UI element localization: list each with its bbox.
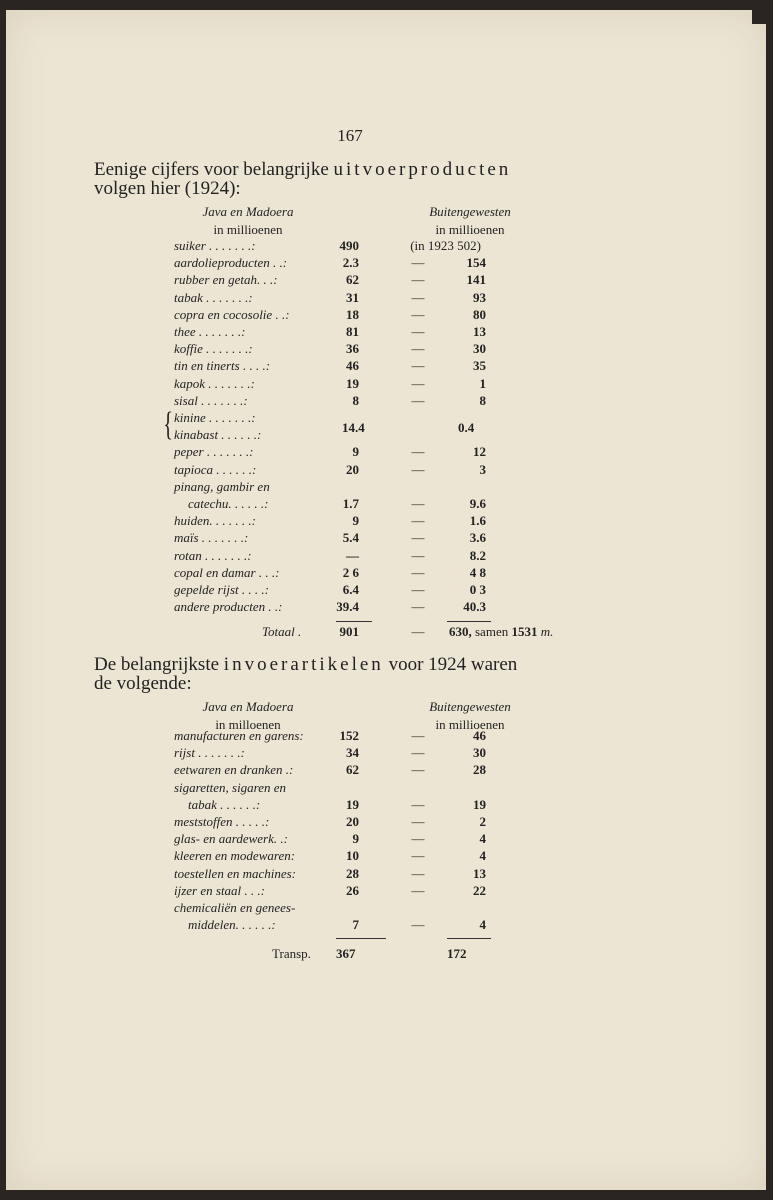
import-dash: —	[411, 865, 425, 881]
import-java-value: 28	[346, 865, 359, 881]
export-label: andere producten . .:	[174, 599, 283, 615]
import-label: tabak . . . . . .:	[188, 796, 261, 812]
export-row	[0, 479, 773, 496]
export-dash: —	[411, 582, 425, 597]
import-row	[0, 831, 773, 848]
export-left-sub: in millioenen	[213, 222, 283, 237]
export-label: copra en cocosolie . .:	[174, 306, 290, 322]
export-buiten-value: 9.6	[469, 496, 486, 511]
total-samen-value: 1531	[511, 624, 538, 639]
export-left-head: Java en Madoera	[202, 204, 294, 219]
export-label: koffie . . . . . . .:	[174, 341, 253, 357]
export-dash: —	[411, 461, 425, 477]
export-dash: —	[411, 530, 425, 546]
export-buiten-value: 1	[479, 375, 486, 391]
import-transp-row	[0, 946, 773, 963]
total-java: 901	[339, 624, 359, 639]
transp-label: Transp.	[272, 946, 311, 961]
export-row	[0, 376, 773, 393]
export-java-value: 39.4	[336, 599, 359, 615]
export-java-value: —	[346, 547, 359, 563]
export-dash: —	[411, 513, 425, 529]
export-java-value: 2 6	[342, 564, 359, 580]
import-java-value: 9	[352, 831, 359, 847]
import-buiten-value: 4	[479, 848, 486, 864]
brace-symbol: {	[163, 406, 174, 443]
export-row	[0, 255, 773, 272]
export-intro-line2: volgen hier (1924):	[94, 178, 241, 199]
import-buiten-value: 4	[479, 917, 486, 933]
export-buiten-value: 154	[466, 255, 486, 271]
export-label: gepelde rijst . . . .:	[174, 582, 269, 597]
export-dash: —	[411, 375, 425, 391]
export-total-row	[0, 624, 773, 641]
export-buiten-value: 8	[479, 392, 486, 408]
export-java-value: 46	[346, 358, 359, 374]
import-java-value: 20	[346, 814, 359, 829]
import-intro-text-c: voor 1924 waren	[388, 654, 518, 675]
export-sum-rule-left	[336, 621, 372, 622]
export-intro-spaced: uitvoerproducten	[333, 159, 512, 180]
export-row	[0, 272, 773, 289]
import-left-sub: in milloenen	[215, 717, 281, 732]
export-buiten-value: 40.3	[463, 599, 486, 615]
import-dash: —	[411, 848, 425, 864]
export-row	[0, 393, 773, 410]
total-buiten-group	[449, 624, 553, 640]
export-row	[0, 238, 773, 255]
import-label: eetwaren en dranken .:	[174, 762, 294, 778]
page-corner	[752, 0, 773, 24]
export-buiten-value: 0 3	[469, 582, 486, 597]
export-label: maïs . . . . . . .:	[174, 530, 249, 546]
transp-buiten: 172	[447, 946, 467, 961]
export-row	[0, 410, 773, 427]
total-samen: samen	[475, 624, 509, 639]
export-row	[0, 341, 773, 358]
export-java-value: 490	[339, 238, 359, 253]
export-dash: —	[411, 289, 425, 305]
export-intro-text: Eenige cijfers voor belangrijke	[94, 159, 329, 180]
export-row	[0, 324, 773, 341]
import-dash: —	[411, 762, 425, 778]
import-buiten-value: 19	[473, 796, 486, 812]
import-row	[0, 745, 773, 762]
export-java-value: 9	[352, 513, 359, 529]
export-dash: —	[411, 341, 425, 357]
export-buiten-value: 8.2	[469, 547, 486, 563]
export-dash: —	[411, 444, 425, 460]
export-buiten-value: 35	[473, 358, 486, 374]
import-right-head: Buitengewesten	[429, 699, 511, 714]
export-row	[0, 462, 773, 479]
export-label: suiker . . . . . . .:	[174, 238, 256, 253]
export-right-head: Buitengewesten	[429, 204, 511, 219]
import-java-value: 19	[346, 796, 359, 812]
import-label: meststoffen . . . . .:	[174, 814, 270, 829]
export-java-value: 20	[346, 461, 359, 477]
import-row	[0, 848, 773, 865]
export-label: huiden. . . . . . .:	[174, 513, 256, 529]
export-java-value: 6.4	[342, 582, 359, 597]
import-row	[0, 814, 773, 831]
export-label: sisal . . . . . . .:	[174, 392, 248, 408]
export-row	[0, 427, 773, 444]
export-row	[0, 530, 773, 547]
import-java-value: 26	[346, 882, 359, 898]
total-dash: —	[411, 624, 425, 639]
export-label: thee . . . . . . .:	[174, 324, 246, 339]
import-row	[0, 797, 773, 814]
export-buiten-value: 80	[473, 306, 486, 322]
import-dash: —	[411, 728, 425, 743]
export-label: pinang, gambir en	[174, 478, 270, 494]
export-buiten-value: 4 8	[469, 564, 486, 580]
import-dash: —	[411, 882, 425, 898]
export-row	[0, 565, 773, 582]
import-row	[0, 917, 773, 934]
export-row	[0, 444, 773, 461]
total-unit: m.	[540, 624, 554, 639]
export-label: copal en damar . . .:	[174, 564, 280, 580]
export-dash: —	[411, 272, 425, 288]
import-buiten-value: 22	[473, 882, 486, 898]
import-label: manufacturen en garens:	[174, 728, 304, 743]
export-dash: —	[411, 392, 425, 408]
export-dash: —	[411, 306, 425, 322]
import-java-value: 34	[346, 745, 359, 761]
export-java-value: 1.7	[342, 496, 359, 511]
import-row	[0, 780, 773, 797]
export-label: catechu. . . . . .:	[188, 496, 269, 511]
export-buiten-value: 3.6	[469, 530, 486, 546]
import-intro-text-a: De belangrijkste	[94, 654, 220, 675]
import-dash: —	[411, 814, 425, 829]
import-row	[0, 762, 773, 779]
import-label: chemicaliën en genees-	[174, 900, 296, 915]
import-right-sub: in millioenen	[435, 717, 505, 732]
import-sum-rule-right	[447, 938, 491, 939]
export-label: rubber en getah. . .:	[174, 272, 278, 288]
import-label: toestellen en machines:	[174, 865, 297, 881]
import-intro-line1	[94, 655, 694, 674]
import-buiten-value: 30	[473, 745, 486, 761]
export-buiten-value: 141	[466, 272, 486, 288]
import-row	[0, 900, 773, 917]
import-buiten-value: 2	[479, 814, 486, 829]
export-label: kinine . . . . . . .:	[174, 410, 256, 425]
import-dash: —	[411, 917, 425, 933]
export-dash: —	[411, 324, 425, 339]
export-dash: —	[411, 547, 425, 563]
export-row	[0, 599, 773, 616]
export-java-value: 36	[346, 341, 359, 357]
transp-java: 367	[336, 946, 356, 961]
export-label: peper . . . . . . .:	[174, 444, 254, 460]
import-left-head: Java en Madoera	[202, 699, 294, 714]
import-intro-spaced: invoerartikelen	[223, 654, 384, 675]
export-buiten-value: 3	[479, 461, 486, 477]
export-dash: —	[411, 496, 425, 511]
export-java-value: 2.3	[342, 255, 359, 271]
export-row	[0, 496, 773, 513]
import-java-value: 152	[339, 728, 359, 743]
export-buiten-value: 30	[473, 341, 486, 357]
export-label: tin en tinerts . . . .:	[174, 358, 271, 374]
export-dash: —	[411, 564, 425, 580]
import-label: rijst . . . . . . .:	[174, 745, 245, 761]
export-label: kapok . . . . . . .:	[174, 375, 255, 391]
import-row	[0, 728, 773, 745]
import-dash: —	[411, 831, 425, 847]
import-label: glas- en aardewerk. .:	[174, 831, 288, 847]
import-java-value: 62	[346, 762, 359, 778]
import-buiten-value: 4	[479, 831, 486, 847]
import-dash: —	[411, 796, 425, 812]
export-java-value: 62	[346, 272, 359, 288]
export-row	[0, 548, 773, 565]
total-buiten: 630,	[449, 624, 472, 639]
export-buiten-value: 93	[473, 289, 486, 305]
import-intro-line2: de volgende:	[94, 673, 192, 694]
export-dash: —	[411, 358, 425, 374]
import-java-value: 7	[352, 917, 359, 933]
export-label: aardolieproducten . .:	[174, 255, 288, 271]
import-label: middelen. . . . . .:	[188, 917, 276, 933]
export-dash: —	[411, 255, 425, 271]
export-buiten-value: (in 1923 502)	[410, 238, 481, 253]
import-buiten-value: 28	[473, 762, 486, 778]
import-sum-rule-left	[336, 938, 386, 939]
import-row	[0, 883, 773, 900]
export-sum-rule-right	[447, 621, 491, 622]
export-java-value: 5.4	[342, 530, 359, 546]
export-java-value: 8	[352, 392, 359, 408]
export-java-value: 19	[346, 375, 359, 391]
export-row	[0, 358, 773, 375]
export-java-value: 81	[346, 324, 359, 339]
import-java-value: 10	[346, 848, 359, 864]
export-row	[0, 582, 773, 599]
export-row	[0, 513, 773, 530]
export-buiten-value: 1.6	[469, 513, 486, 529]
export-row	[0, 307, 773, 324]
total-label: Totaal .	[262, 624, 302, 639]
import-dash: —	[411, 745, 425, 761]
kinine-java-value: 14.4	[342, 420, 365, 435]
kinine-buiten-value: 0.4	[458, 420, 475, 435]
export-java-value: 9	[352, 444, 359, 460]
export-right-sub: in millioenen	[435, 222, 505, 237]
export-row	[0, 290, 773, 307]
import-label: kleeren en modewaren:	[174, 848, 296, 864]
page-number: 167	[337, 126, 363, 145]
import-label: sigaretten, sigaren en	[174, 779, 287, 795]
export-label: rotan . . . . . . .:	[174, 547, 252, 563]
export-label: tabak . . . . . . .:	[174, 289, 253, 305]
import-row	[0, 866, 773, 883]
export-java-value: 31	[346, 289, 359, 305]
import-label: ijzer en staal . . .:	[174, 882, 265, 898]
export-buiten-value: 12	[473, 444, 486, 460]
export-intro-line1	[94, 160, 694, 179]
export-java-value: 18	[346, 306, 359, 322]
export-dash: —	[411, 599, 425, 615]
import-buiten-value: 13	[473, 865, 486, 881]
export-label: kinabast . . . . . .:	[174, 427, 262, 443]
export-label: tapioca . . . . . .:	[174, 461, 257, 477]
import-buiten-value: 46	[473, 728, 486, 743]
export-buiten-value: 13	[473, 324, 486, 339]
